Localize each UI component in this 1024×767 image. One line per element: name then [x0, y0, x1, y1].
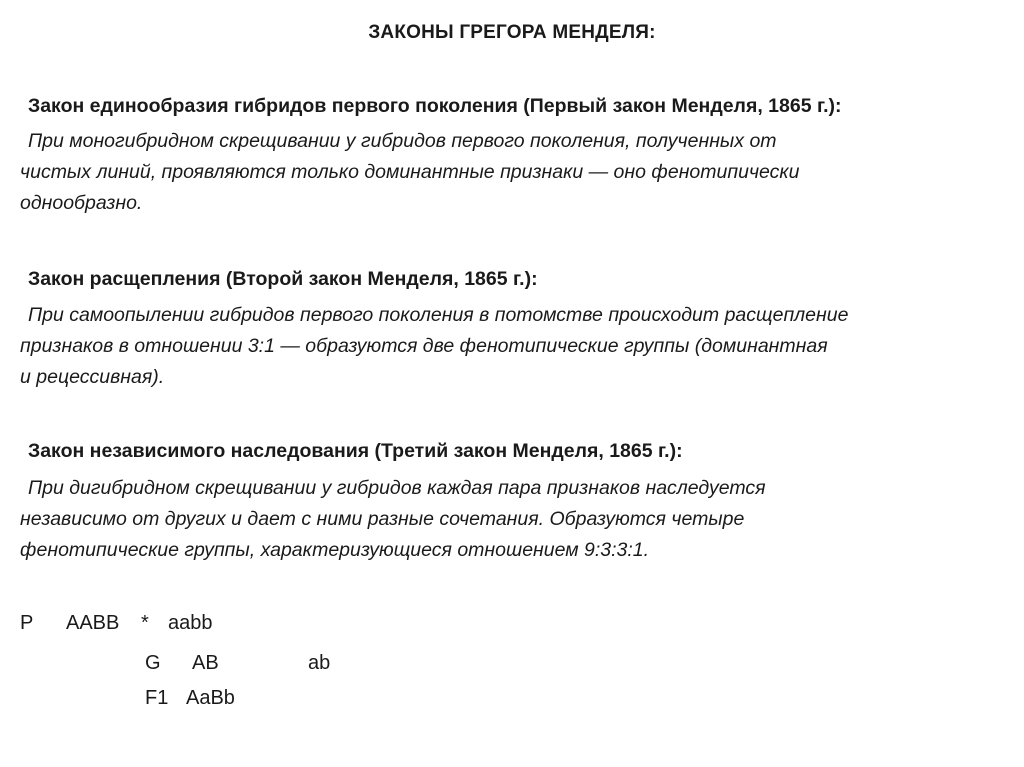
cross-parent-1: AABB: [66, 612, 120, 634]
law-2-heading: Закон расщепления (Второй закон Менделя, 1865 г.):: [28, 268, 538, 290]
cross-symbol: *: [141, 612, 149, 634]
law-1-line-3: однообразно.: [20, 192, 143, 214]
law-3-line-3: фенотипические группы, характеризующиеся отношением 9:3:3:1.: [20, 539, 650, 561]
cross-gamete-1: AB: [192, 652, 219, 674]
law-3-line-1: При дигибридном скрещивании у гибридов каждая пара признаков наследуется: [28, 477, 766, 499]
cross-p-label: P: [20, 612, 34, 634]
law-1-line-2: чистых линий, проявляются только доминантные признаки — оно фенотипически: [20, 161, 800, 183]
cross-parent-2: aabb: [168, 612, 213, 634]
cross-f1-genotype: AaBb: [186, 687, 235, 709]
law-1-text: [20, 126, 1020, 219]
law-3-line-2: независимо от других и дает с ними разные сочетания. Образуются четыре: [20, 508, 745, 530]
law-3-heading: Закон независимого наследования (Третий закон Менделя, 1865 г.):: [28, 440, 683, 462]
cross-gamete-2: ab: [308, 652, 331, 674]
cross-g-label: G: [145, 652, 161, 674]
cross-f1-label: F1: [145, 687, 169, 709]
law-1-line-1: При моногибридном скрещивании у гибридов первого поколения, полученных от: [28, 130, 777, 152]
law-2-line-2: признаков в отношении 3:1 — образуются две фенотипические группы (доминантная: [20, 335, 828, 357]
law-2-line-1: При самоопылении гибридов первого поколения в потомстве происходит расщепление: [28, 304, 849, 326]
law-1-heading: Закон единообразия гибридов первого поколения (Первый закон Менделя, 1865 г.):: [28, 95, 842, 117]
slide-title: ЗАКОНЫ ГРЕГОРА МЕНДЕЛЯ:: [368, 22, 656, 43]
law-3-text: [20, 473, 1020, 566]
law-2-text: [20, 300, 1020, 393]
law-2-line-3: и рецессивная).: [20, 366, 165, 388]
